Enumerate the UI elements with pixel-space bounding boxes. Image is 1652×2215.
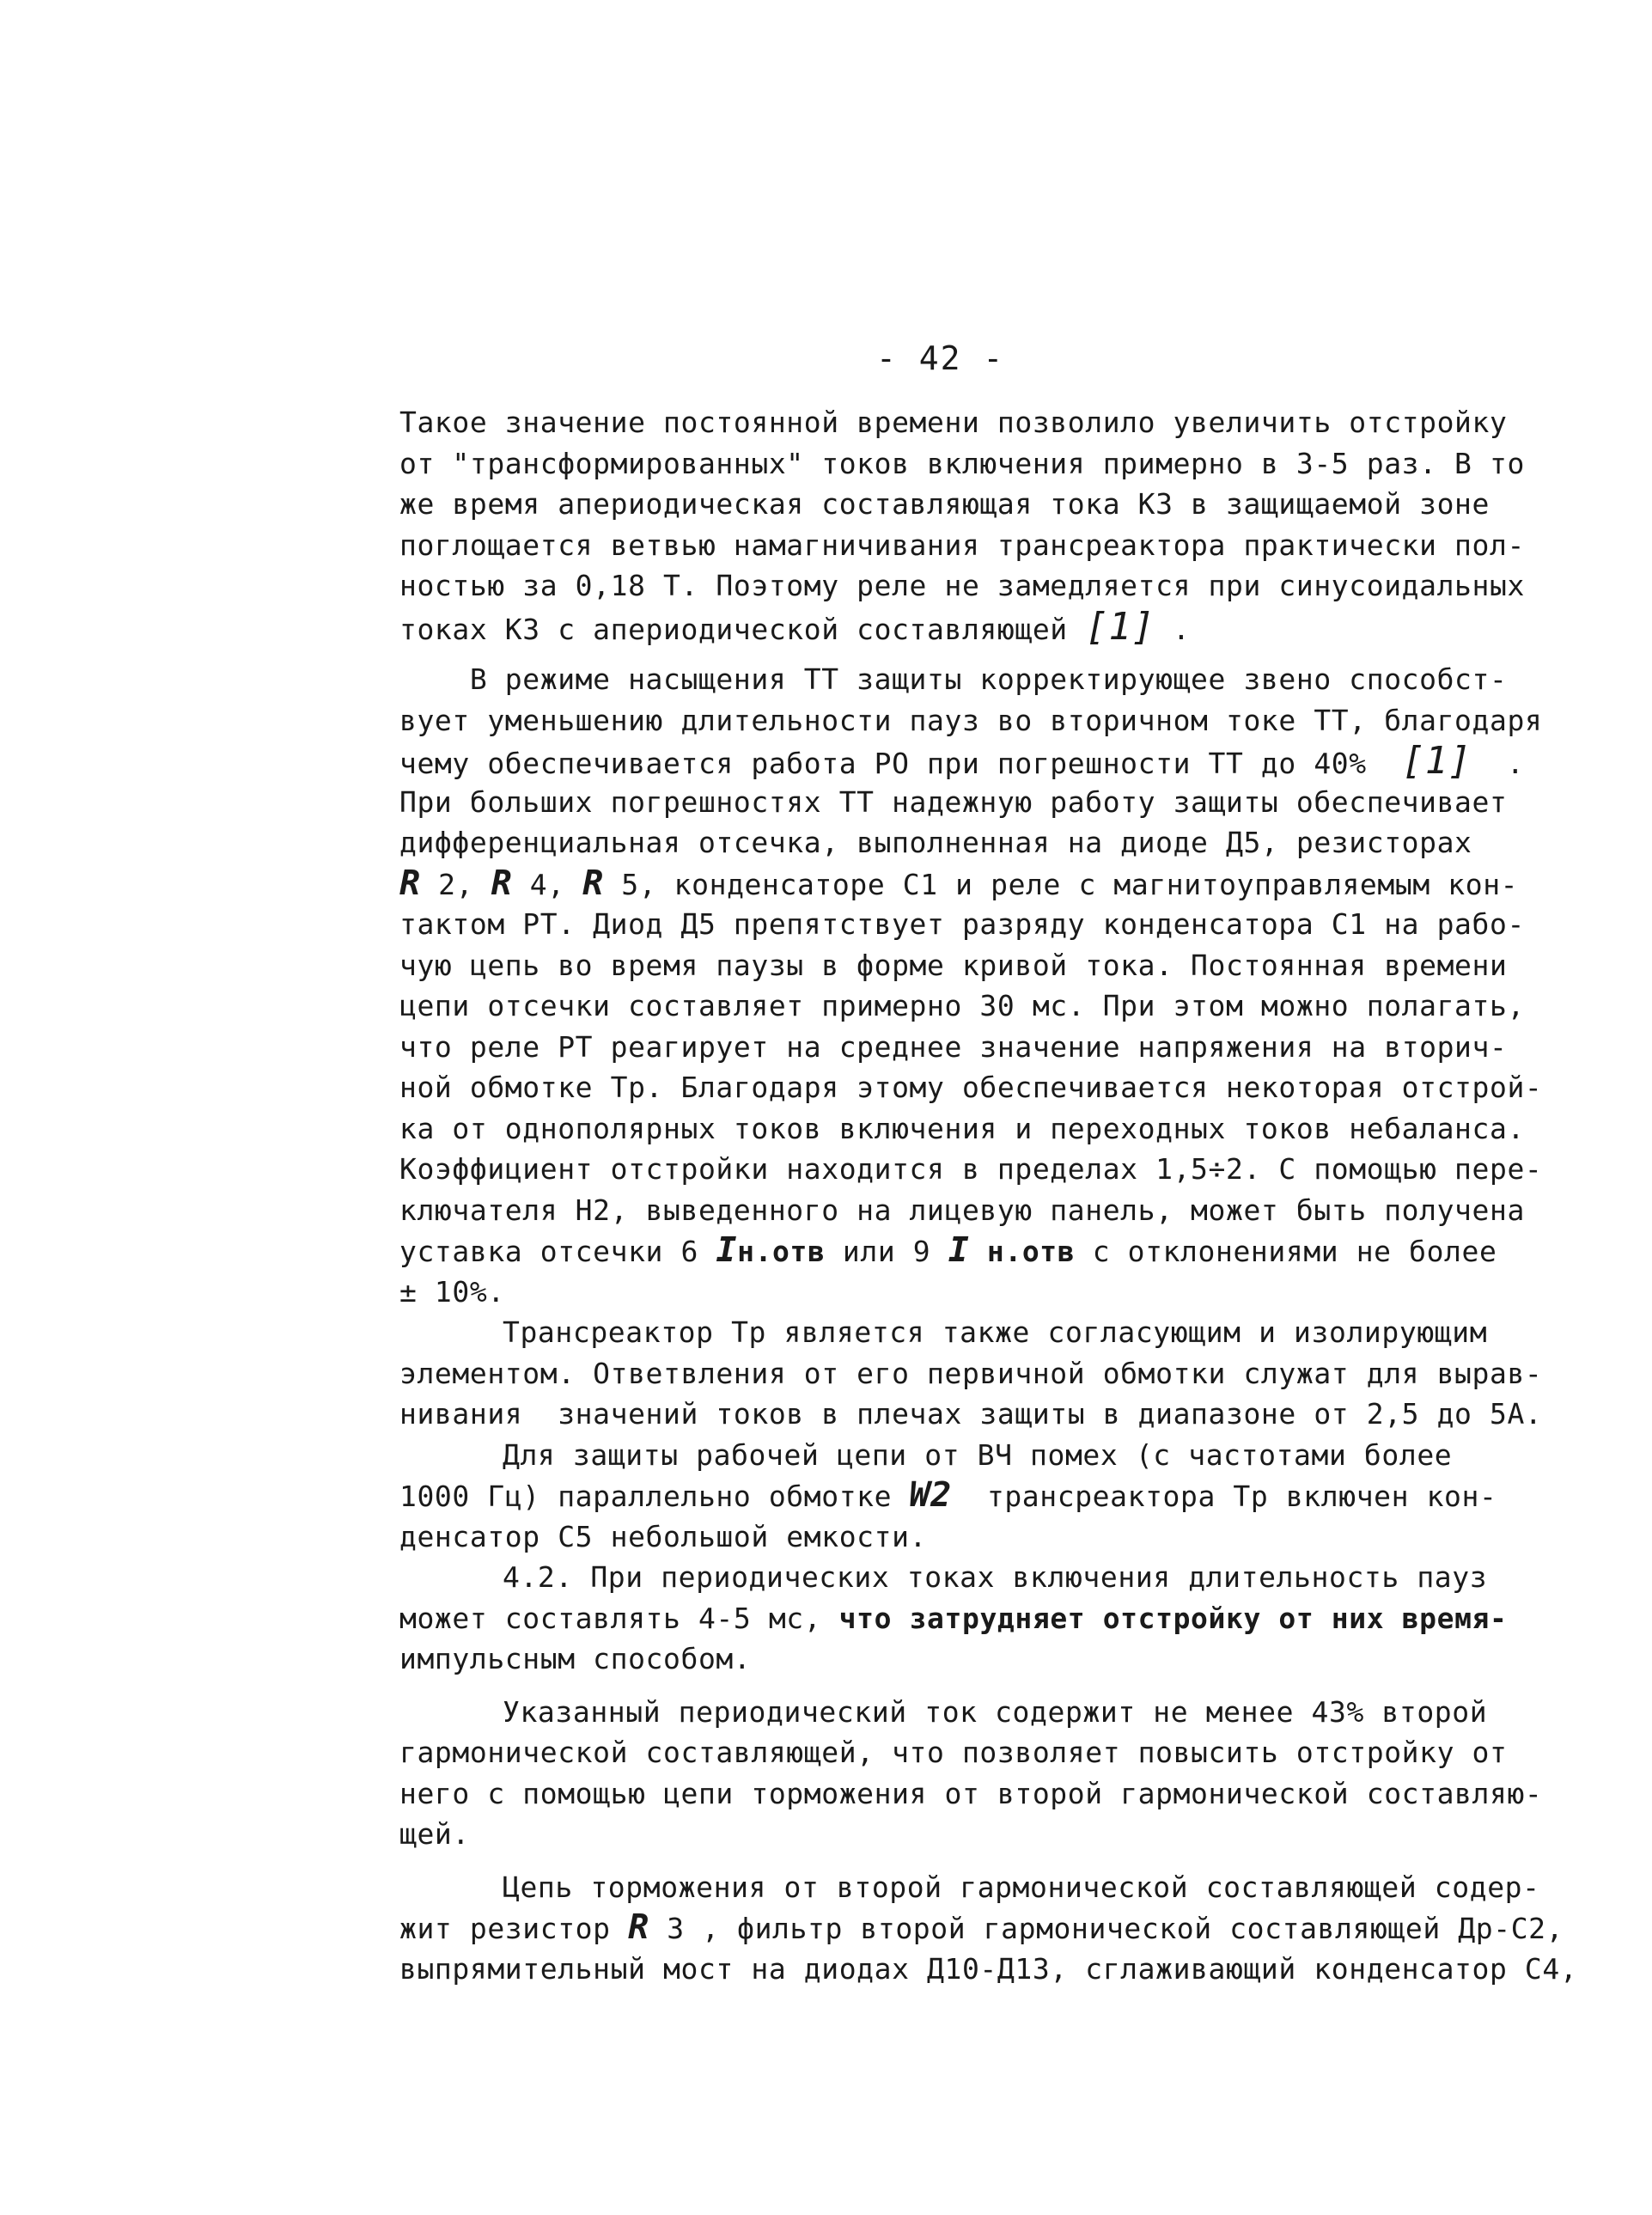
text-run: . [1155, 612, 1191, 646]
text-run: денсатор С5 небольшой емкости. [399, 1519, 928, 1553]
text-run: 4, [512, 867, 583, 901]
text-run: Коэффициент отстройки находится в пределах 1,5÷2. С помощью пере- [399, 1152, 1543, 1186]
handwritten-symbol: I [716, 1230, 738, 1270]
emphasized-text: н.отв [969, 1235, 1076, 1268]
text-line [399, 402, 1508, 443]
text-run: Указанный периодический ток содержит не менее 43% второй [503, 1694, 1488, 1729]
text-line [399, 565, 1525, 607]
text-line [399, 1353, 1543, 1394]
text-line [399, 1190, 1525, 1231]
text-line [399, 659, 1508, 700]
text-line [399, 1867, 1540, 1908]
text-line [399, 525, 1525, 566]
text-run: цепи отсечки составляет примерно 30 мс. При этом можно полагать, [399, 989, 1525, 1022]
text-line [399, 1557, 1488, 1598]
paragraph [399, 1312, 1543, 1435]
paragraph [399, 1435, 1497, 1558]
handwritten-symbol: R [399, 863, 421, 903]
text-line [399, 904, 1525, 945]
text-line [399, 863, 1519, 905]
text-run: 1000 Гц) параллельно обмотке [399, 1480, 910, 1513]
text-line [399, 1516, 1482, 1558]
text-run: от "трансформированных" токов включения примерно в 3-5 раз. В то [399, 446, 1525, 480]
text-line [399, 1692, 1488, 1733]
text-run: дифференциальная отсечка, выполненная на диоде Д5, резисторах [399, 826, 1472, 859]
text-line [399, 484, 1490, 525]
text-run: 5, конденсаторе С1 и реле с магнитоуправляемым кон- [603, 867, 1519, 901]
text-line [399, 1598, 1508, 1639]
text-run: вует уменьшению длительности пауз во вторичном токе ТТ, благодаря [399, 703, 1543, 737]
paragraph [399, 1692, 1543, 1855]
text-line [399, 1435, 1482, 1476]
text-run: же время апериодическая составляющая тока КЗ в защищаемой зоне [399, 487, 1490, 521]
text-run: поглощается ветвью намагничивания трансреактора практически пол- [399, 528, 1525, 562]
paragraph [399, 1867, 1578, 1990]
text-run: ± 10%. [399, 1274, 505, 1309]
handwritten-symbol: I [948, 1230, 970, 1270]
handwritten-symbol: W2 [909, 1475, 952, 1515]
text-line [399, 1475, 1497, 1516]
text-run: Такое значение постоянной времени позволило увеличить отстройку [399, 406, 1508, 439]
text-run: может составлять 4-5 мс, [399, 1601, 839, 1635]
text-run: 2, [420, 867, 491, 901]
citation-reference: [1] [1085, 604, 1155, 649]
paragraph [399, 659, 1543, 1312]
text-line [399, 1272, 1482, 1313]
text-line [399, 822, 1482, 863]
page-number: - 42 - [876, 339, 1005, 377]
handwritten-symbol: R [582, 863, 604, 903]
citation-reference: [1] [1401, 739, 1472, 783]
text-run: выпрямительный мост на диодах Д10-Д13, сглаживающий конденсатор С4, [399, 1951, 1578, 1986]
text-run: нивания значений токов в плечах защиты в диапазоне от 2,5 до 5А. [399, 1397, 1543, 1431]
body-text [399, 402, 1578, 1989]
text-line [399, 1907, 1564, 1949]
text-line [399, 1149, 1543, 1190]
text-run: токах КЗ с апериодической составляющей [399, 612, 1086, 646]
text-line [399, 985, 1525, 1027]
text-run: Трансреактор Тр является также согласующим и изолирующим [503, 1315, 1488, 1349]
text-run: элементом. Ответвления от его первичной обмотки служат для вырав- [399, 1356, 1543, 1390]
text-line [399, 1638, 1482, 1680]
emphasized-text: В режиме насыщения ТТ защиты корректирующее звено способст- [399, 662, 1508, 696]
text-run: или 9 [825, 1235, 948, 1268]
text-line [399, 1027, 1508, 1068]
text-line [399, 1773, 1543, 1815]
text-run: Для защиты рабочей цепи от ВЧ помех (с частотами более [503, 1437, 1453, 1472]
text-run: При больших погрешностях ТТ надежную работу защиты обеспечивает [399, 784, 1508, 819]
text-line [399, 604, 1482, 649]
text-line [399, 1949, 1578, 1990]
text-line [399, 1732, 1508, 1773]
emphasized-text: н.отв [737, 1235, 826, 1268]
text-run: гармонической составляющей, что позволяет повысить отстройку от [399, 1736, 1508, 1769]
text-line [399, 739, 1525, 783]
text-run: тактом РТ. Диод Д5 препятствует разряду конденсатора С1 на рабо- [399, 907, 1525, 941]
text-run: чую цепь во время паузы в форме кривой тока. Постоянная времени [399, 948, 1508, 982]
text-line [399, 945, 1508, 986]
text-line [399, 443, 1525, 485]
text-line [399, 1312, 1488, 1353]
text-run: ка от однополярных токов включения и переходных токов небаланса. [399, 1111, 1525, 1145]
text-run: 3 , фильтр второй гармонической составляющей Др-С2, [649, 1912, 1564, 1945]
text-run: с отклонениями не более [1075, 1235, 1497, 1268]
text-line [399, 1394, 1543, 1435]
text-line [399, 1108, 1525, 1150]
handwritten-symbol: R [491, 863, 513, 903]
text-run: ностью за 0,18 Т. Поэтому реле не замедляется при синусоидальных [399, 569, 1525, 602]
emphasized-text: что затрудняет отстройку от них время- [838, 1601, 1508, 1635]
text-run: ной обмотке Тр. Благодаря этому обеспечивается некоторая отстрой- [399, 1071, 1543, 1104]
text-run: импульсным способом. [399, 1642, 752, 1675]
text-line [399, 700, 1543, 741]
text-run: . [1471, 747, 1525, 780]
paragraph [399, 402, 1525, 649]
text-run: трансреактора Тр включен кон- [951, 1480, 1497, 1513]
text-run: жит резистор [399, 1912, 629, 1945]
text-run: щей. [399, 1817, 470, 1851]
handwritten-symbol: R [628, 1907, 649, 1947]
text-run: него с помощью цепи торможения от второй гармонической составляю- [399, 1776, 1543, 1810]
text-run: 4.2. При периодических токах включения длительность пауз [503, 1560, 1488, 1594]
text-run: уставка отсечки 6 [399, 1235, 716, 1268]
text-run: ключателя Н2, выведенного на лицевую панель, может быть получена [399, 1193, 1525, 1227]
text-run: что реле РТ реагирует на среднее значение напряжения на вторич- [399, 1029, 1508, 1064]
text-run: чему обеспечивается работа РО при погрешности ТТ до 40% [399, 747, 1402, 780]
paragraph [399, 1557, 1508, 1680]
text-line [399, 782, 1508, 823]
text-line [399, 1814, 1482, 1855]
text-run: Цепь торможения от второй гармонической составляющей содер- [503, 1870, 1540, 1904]
text-line [399, 1067, 1543, 1108]
text-line [399, 1230, 1497, 1272]
